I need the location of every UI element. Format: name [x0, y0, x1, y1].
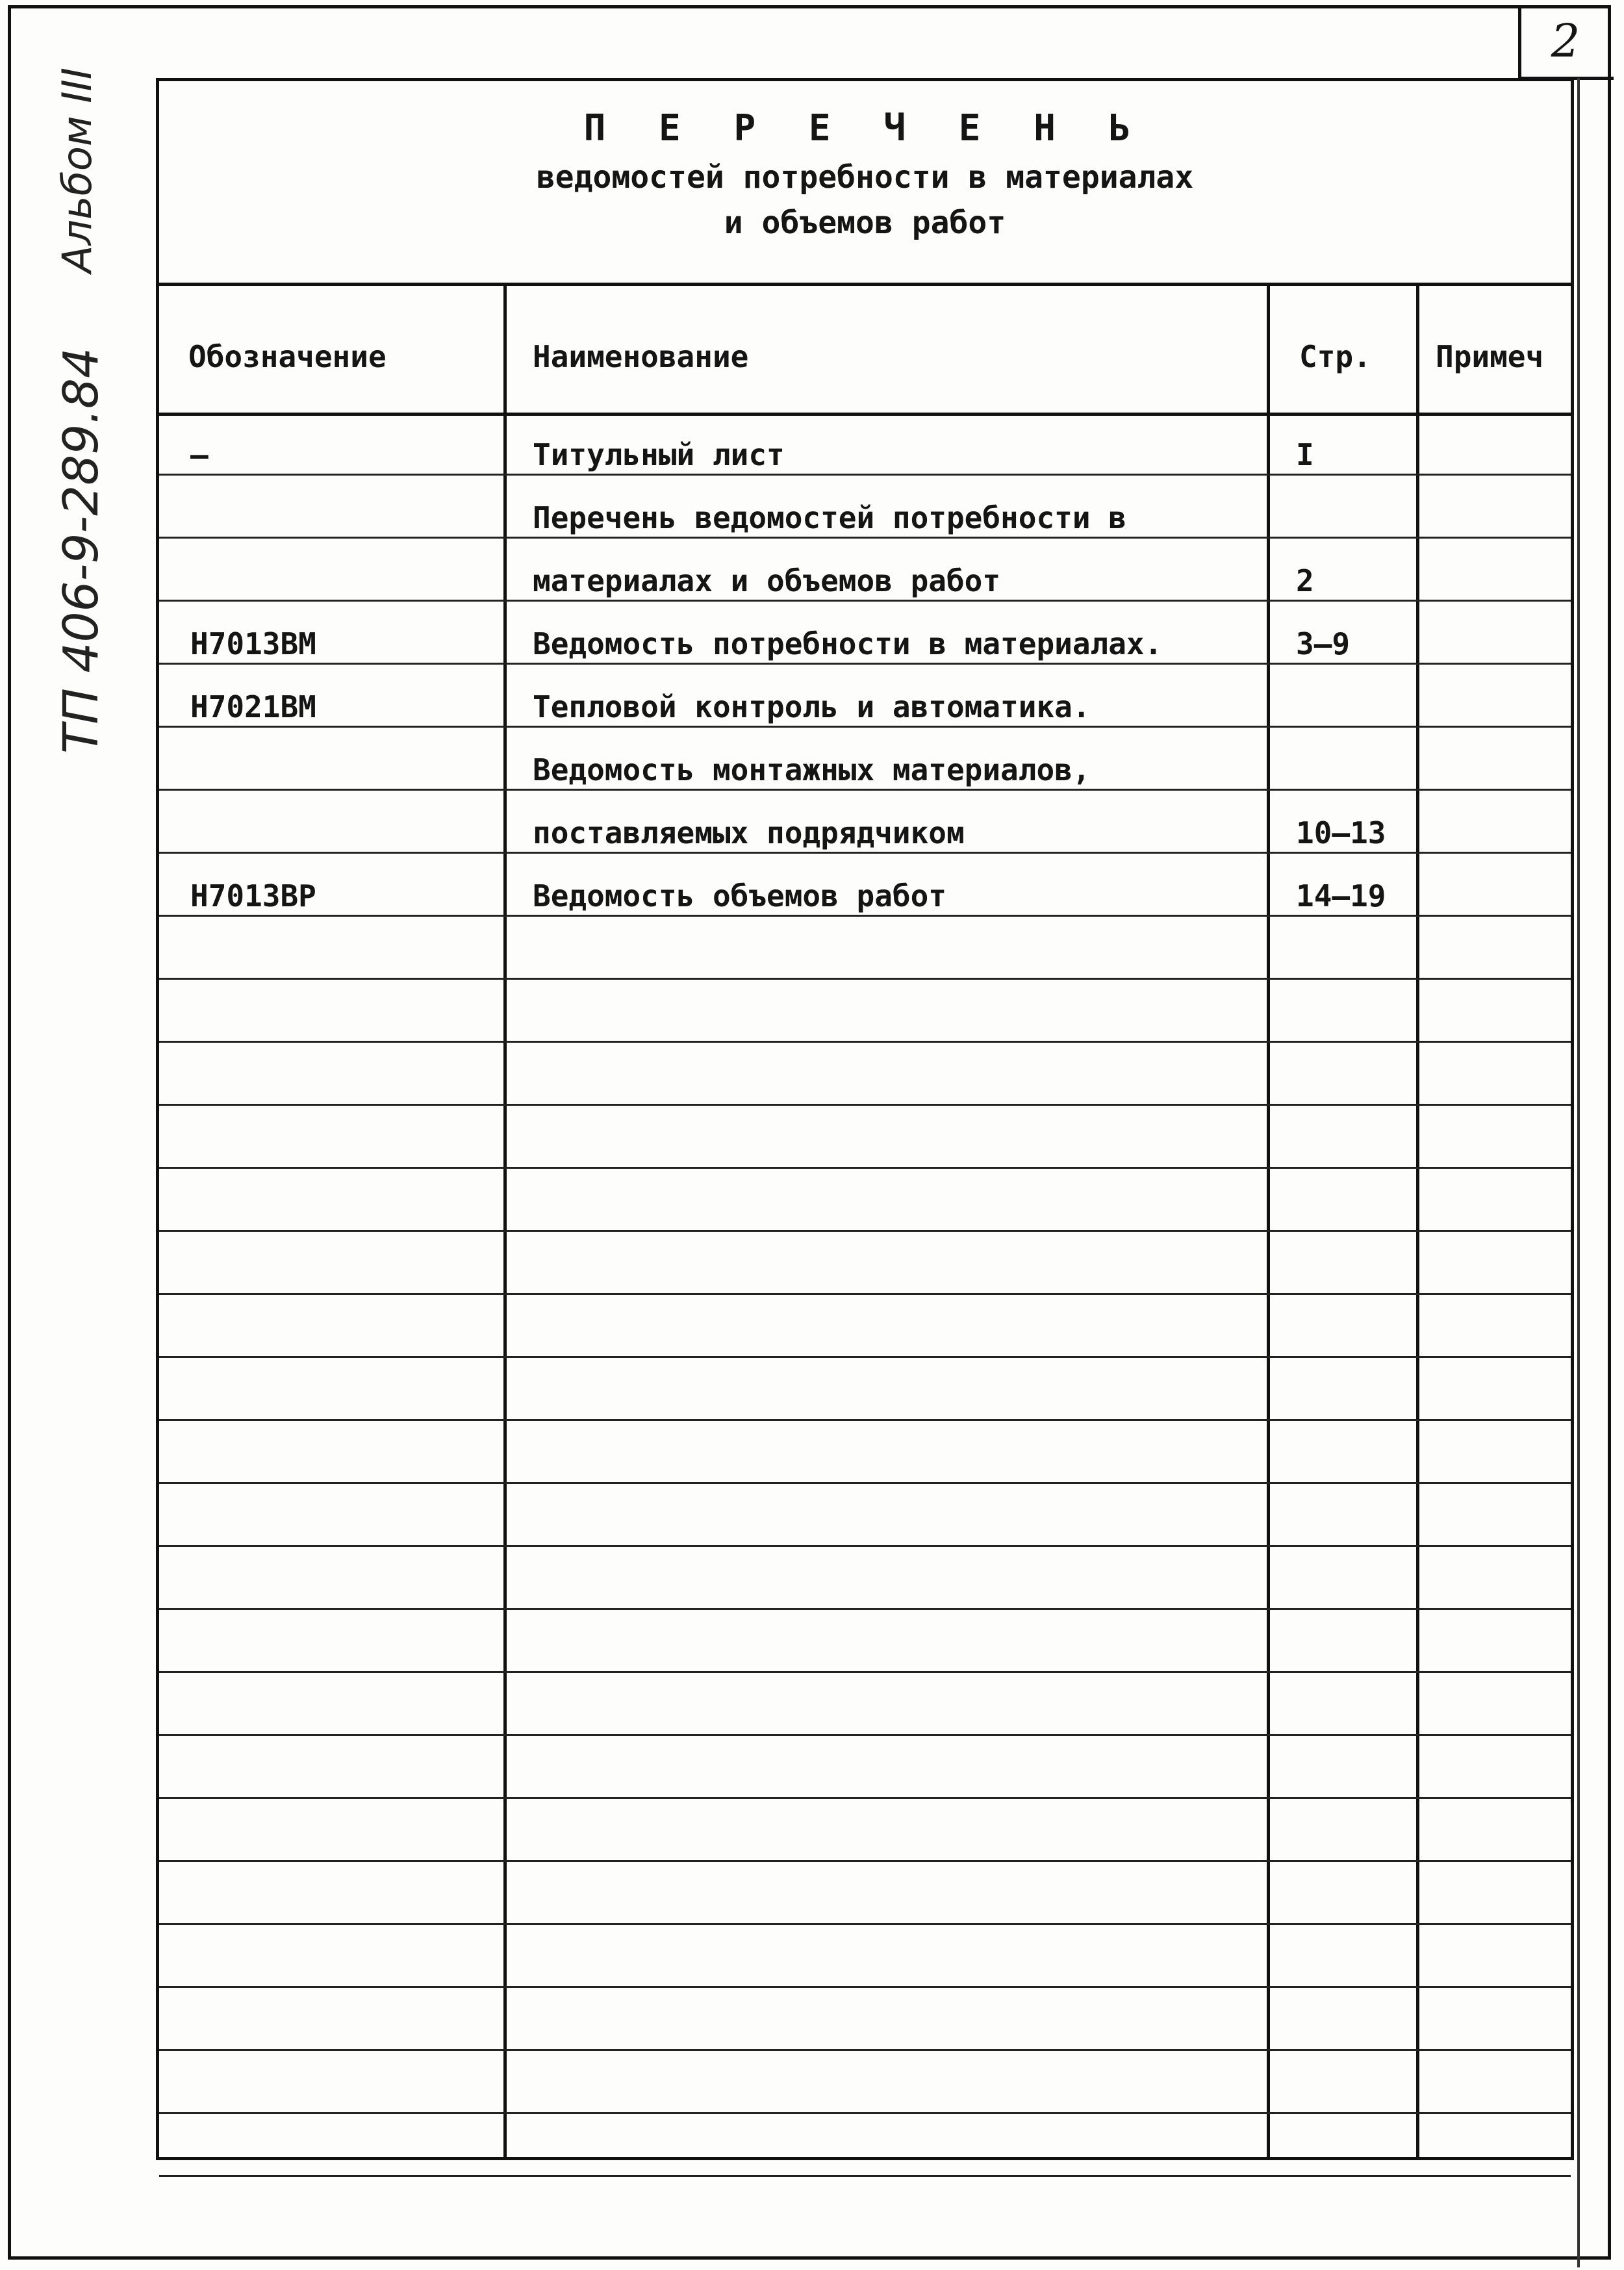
cell-designation: –	[190, 437, 209, 472]
table-row	[159, 1484, 1571, 1547]
sheet-table	[156, 78, 1574, 2160]
header-name: Наименование	[533, 339, 749, 374]
cell-name: Ведомость потребности в материалах.	[533, 626, 1163, 661]
table-row	[159, 1925, 1571, 1988]
table-row	[159, 413, 1571, 476]
table-row	[159, 1988, 1571, 2051]
cell-page: 2	[1296, 563, 1314, 598]
table-row	[159, 1736, 1571, 1799]
table-header	[159, 286, 1571, 416]
cell-name: материалах и объемов работ	[533, 563, 1001, 598]
document-code-label: ТП 406-9-289.84	[53, 347, 109, 754]
cell-page: 3–9	[1296, 626, 1351, 661]
binding-line	[1577, 78, 1580, 2267]
table-row	[159, 980, 1571, 1043]
cell-designation: Н7013ВР	[190, 878, 316, 913]
table-row	[159, 1232, 1571, 1295]
table-row	[159, 665, 1571, 728]
header-page: Стр.	[1299, 339, 1371, 374]
table-row	[159, 728, 1571, 791]
table-row	[159, 1358, 1571, 1421]
table-row	[159, 2051, 1571, 2114]
table-row	[159, 1043, 1571, 1106]
table-row	[159, 791, 1571, 854]
cell-page: 14–19	[1296, 878, 1386, 913]
table-row	[159, 1295, 1571, 1358]
header-designation: Обозначение	[188, 339, 387, 374]
table-row	[159, 854, 1571, 917]
cell-name: Титульный лист	[533, 437, 785, 472]
table-row	[159, 1421, 1571, 1484]
table-row	[159, 2114, 1571, 2177]
table-row	[159, 1610, 1571, 1673]
cell-page: 10–13	[1296, 815, 1386, 850]
table-row	[159, 539, 1571, 602]
table-row	[159, 1169, 1571, 1232]
table-row	[159, 1799, 1571, 1862]
cell-name: поставляемых подрядчиком	[533, 815, 965, 850]
album-label: Альбом III	[53, 67, 101, 273]
title-subtitle-line1: ведомостей потребности в материалах	[536, 159, 1194, 196]
cell-name: Ведомость объемов работ	[533, 878, 946, 913]
header-note: Примеч	[1436, 339, 1544, 374]
table-row	[159, 1673, 1571, 1736]
cell-designation: Н7013ВМ	[190, 626, 316, 661]
table-row	[159, 917, 1571, 980]
cell-name: Тепловой контроль и автоматика.	[533, 689, 1091, 724]
cell-name: Перечень ведомостей потребности в	[533, 500, 1126, 535]
cell-designation: Н7021ВМ	[190, 689, 316, 724]
table-row	[159, 1547, 1571, 1610]
page-number: 2	[1551, 14, 1580, 68]
title-subtitle-line2: и объемов работ	[724, 205, 1006, 241]
title-block	[159, 81, 1571, 286]
cell-name: Ведомость монтажных материалов,	[533, 752, 1091, 787]
table-row	[159, 1862, 1571, 1925]
table-row	[159, 476, 1571, 539]
page-title: П Е Р Е Ч Е Н Ь	[583, 107, 1147, 149]
cell-page: I	[1296, 437, 1314, 472]
table-row	[159, 602, 1571, 665]
table-row	[159, 1106, 1571, 1169]
